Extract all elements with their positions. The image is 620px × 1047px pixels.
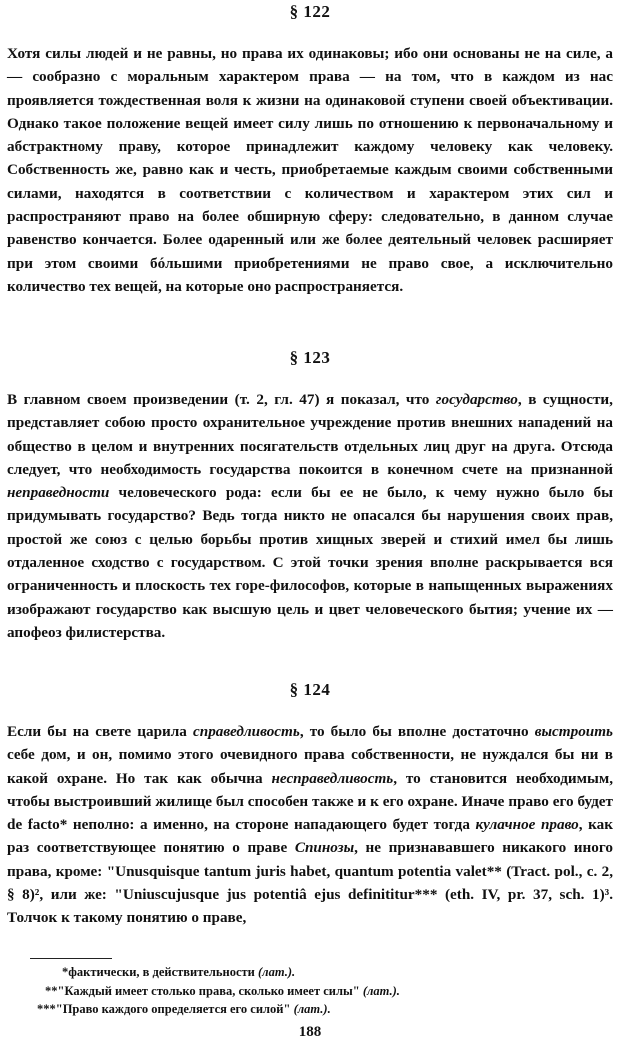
text-run: В главном своем произведении (т. 2, гл. 47) я показал, что	[7, 391, 436, 408]
footnote-mark: *	[62, 965, 69, 979]
emphasis-text: кулачное право	[475, 816, 579, 834]
emphasis-text: выстроить	[534, 723, 613, 740]
text-run: , то становится необходимым, чтобы выстроивший жилище был способен также и к его охране. Иначе право его будет de facto* неполно: а именно, на стороне нападающего будет тогда	[7, 769, 613, 834]
emphasis-text: несправедливость	[271, 769, 394, 787]
paragraph-123	[7, 388, 613, 644]
section-heading-122: § 122	[289, 2, 331, 21]
footnote-mark: ***	[37, 1002, 56, 1016]
footnote-lang: (лат.).	[258, 965, 296, 979]
footnote-2	[45, 982, 400, 1000]
text-run: человеческого рода: если бы ее не было, к чему нужно было бы придумывать государство? Ведь тогда никто не опасался бы нарушения своих прав, простой же союз с целью борьбы против хищных зверей и стихий имел бы лишь отдаленное сходство с государством. С этой точки зрения вполне раскрывается вся ограниченность и плоскость тех горе-философов, которые в напыщенных выражениях изображают государство как высшую цель и цвет человеческого бытия; учение их — апофеоз филистерства.	[7, 484, 613, 641]
footnote-mark: **	[45, 984, 58, 998]
text-run: , не признававшего никакого иного права, кроме: "Unusquisque tantum juris habet, quantum potentia valet** (Tract. pol., c. 2, § 8)², или же: "Uniuscujusque jus potentiâ ejus definititur*** (eth. IV, pr. 37, sch. 1)³. Толчок к такому понятию о праве,	[7, 839, 613, 927]
footnote-lang: (лат.).	[293, 1002, 331, 1016]
footnote-divider	[30, 958, 112, 959]
emphasis-text: справедливость	[193, 723, 300, 740]
footnote-text: "Право каждого определяется его силой"	[55, 1002, 294, 1016]
footnote-lang: (лат.).	[362, 984, 400, 998]
page-number: 188	[298, 1024, 322, 1040]
section-heading-124: § 124	[289, 680, 331, 699]
emphasis-text: неправедности	[7, 484, 110, 502]
footnote-3	[37, 1000, 331, 1018]
paragraph-124	[7, 720, 613, 930]
text-run: себе дом, и он, помимо этого очевидного права собственности, не нуждался бы ни в какой охране. Но так как обычна	[7, 746, 613, 787]
footnote-text: "Каждый имеет столько права, сколько имеет силы"	[57, 984, 363, 998]
emphasis-text: Спинозы	[294, 839, 355, 857]
paragraph-122	[7, 42, 613, 298]
text-run: , то было бы вполне достаточно	[299, 723, 535, 740]
footnote-text: фактически, в действительности	[68, 965, 259, 979]
footnote-1	[62, 963, 295, 981]
text-run: Хотя силы людей и не равны, но права их одинаковы; ибо они основаны не на силе, а — сообразно с моральным характером права — на том, что в каждом из нас проявляется тождественная воля к жизни на одинаковой ступени своей объективации. Однако такое положение вещей имеет силу лишь по отношению к первоначальному и абстрактному праву, которое принадлежит каждому человеку как человеку. Собственность же, равно как и честь, приобретаемые каждым своими собственными силами, находятся в соответствии с количеством и характером этих сил и распространяют право на более обширную сферу: следовательно, в данном случае равенство кончается. Более одаренный или же более деятельный человек расширяет при этом своими бóльшими приобретениями не право свое, а исключительно количество тех вещей, на которые оно распространяется.	[7, 45, 613, 295]
emphasis-text: государство	[435, 391, 518, 408]
text-run: , в сущности, представляет собою просто охранительное учреждение против внешних нападений на общество в целом и внутренних посягательств отдельных лиц друг на друга. Отсюда следует, что необходимость государства покоится в конечном счете на признанной	[7, 391, 613, 478]
text-run: Если бы на свете царила	[7, 723, 194, 740]
section-heading-123: § 123	[289, 348, 331, 367]
text-run: , как раз соответствующее понятию о праве	[7, 816, 613, 857]
